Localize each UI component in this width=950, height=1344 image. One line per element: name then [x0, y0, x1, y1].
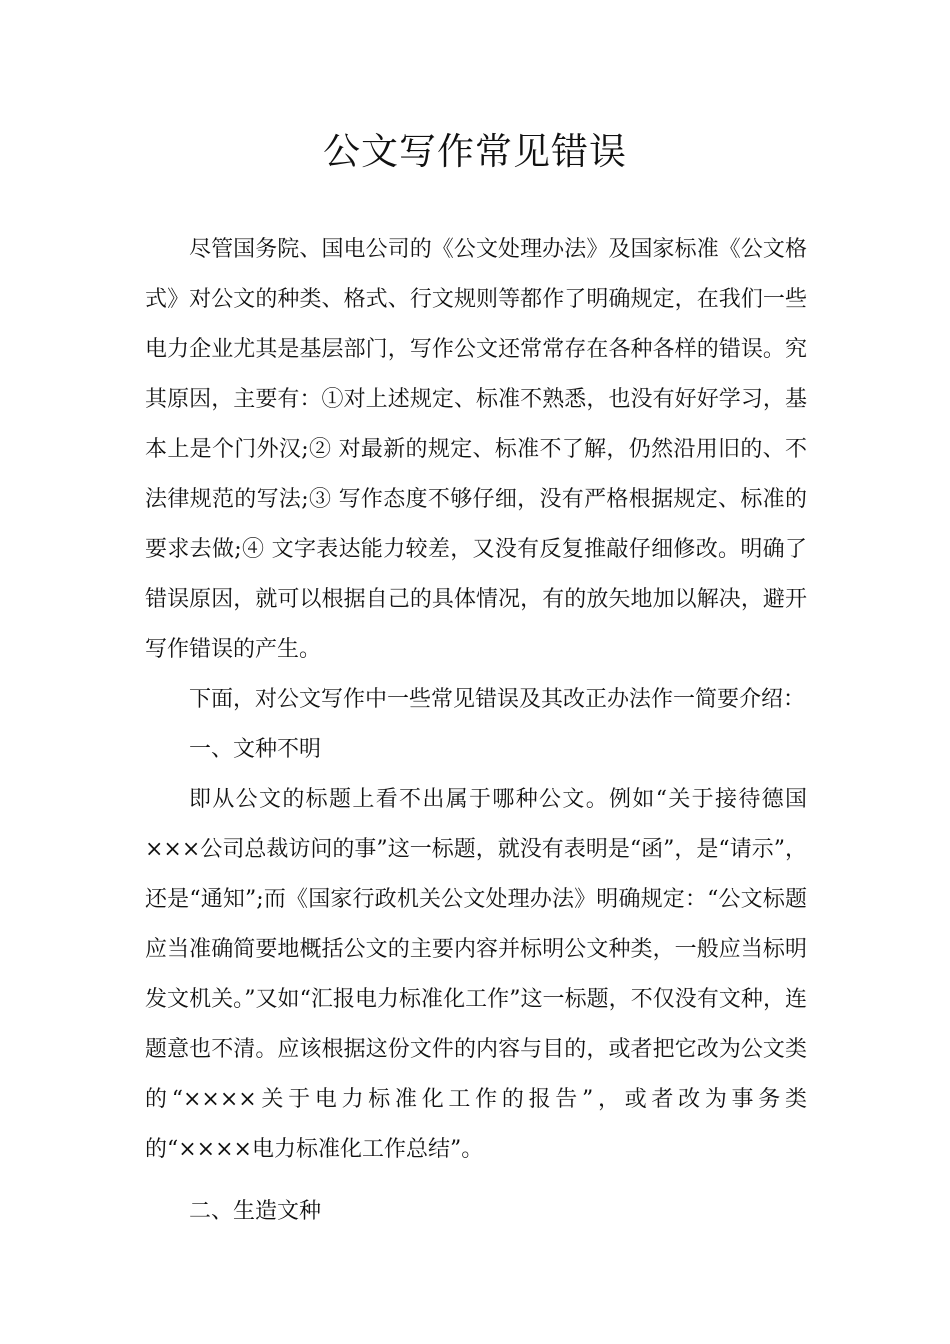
paragraph-section-1: 即从公文的标题上看不出属于哪种公文。例如“关于接待德国×××公司总裁访问的事”这一标题，就没有表明是“函”，是“请示”，还是“通知”;而《国家行政机关公文处理办法》明确规定：“公文标题应当准确简要地概括公文的主要内容并标明公文种类，一般应当标明发文机关。”又如“汇报电力标准化工作”这一标题，不仅没有文种，连题意也不清。应该根据这份文件的内容与目的，或者把它改为公文类的“××××关于电力标准化工作的报告”，或者改为事务类的“××××电力标准化工作总结”。	[145, 787, 807, 1162]
paragraph-lead-in: 下面，对公文写作中一些常见错误及其改正办法作一简要介绍：	[189, 687, 806, 712]
section-heading-1: 一、文种不明	[189, 737, 322, 762]
document-body	[145, 225, 807, 1237]
section-heading-2: 二、生造文种	[189, 1199, 322, 1224]
paragraph-intro: 尽管国务院、国电公司的《公文处理办法》及国家标准《公文格式》对公文的种类、格式、行文规则等都作了明确规定，在我们一些电力企业尤其是基层部门，写作公文还常常存在各种各样的错误。究其原因，主要有：①对上述规定、标准不熟悉，也没有好好学习，基本上是个门外汉;② 对最新的规定、标准不了解，仍然沿用旧的、不法律规范的写法;③ 写作态度不够仔细，没有严格根据规定、标准的要求去做;④ 文字表达能力较差，又没有反复推敲仔细修改。明确了错误原因，就可以根据自己的具体情况，有的放矢地加以解决，避开写作错误的产生。	[145, 237, 807, 662]
document-title: 公文写作常见错误	[323, 130, 627, 173]
